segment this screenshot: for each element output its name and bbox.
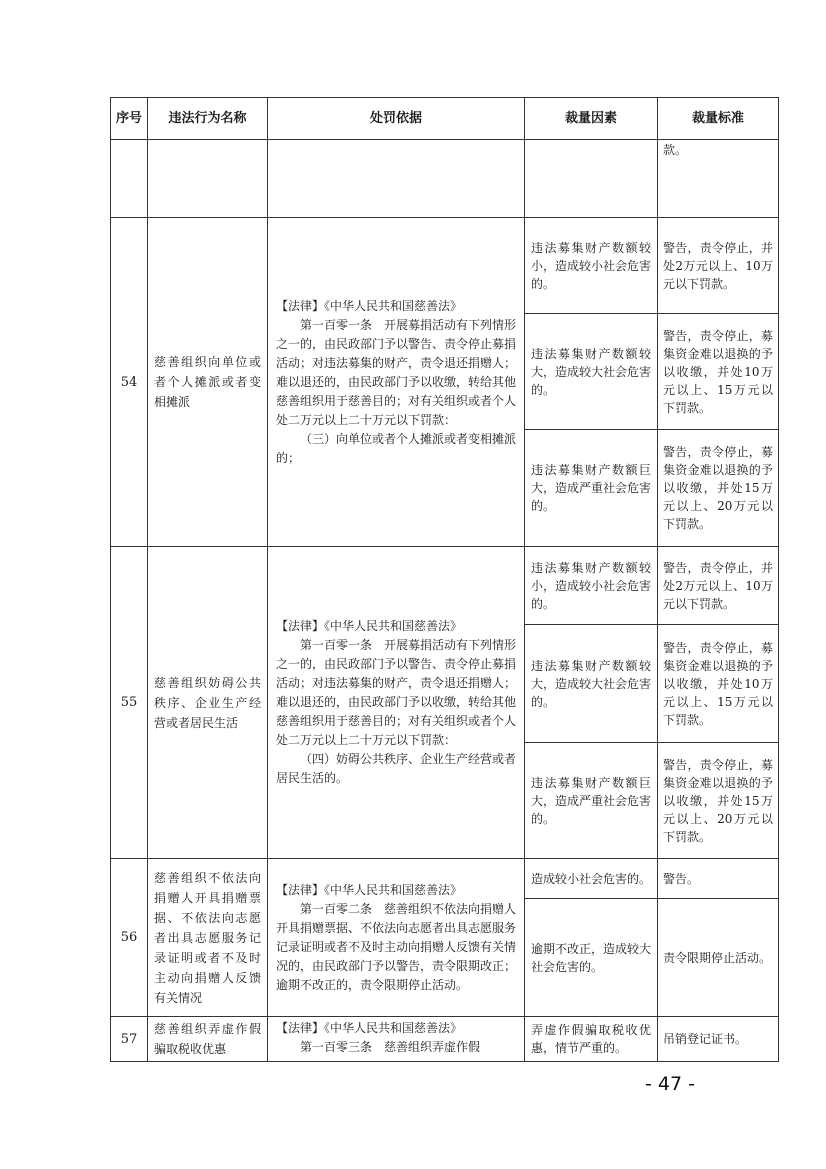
header-standard: 裁量标准 (658, 98, 779, 140)
violation-name: 慈善组织弄虚作假骗取税收优惠 (148, 1017, 268, 1062)
cell-no (111, 140, 148, 218)
discretion-standard: 警告，责令停止，募集资金难以退换的予以收缴，并处15万元以上、20万元以下罚款。 (658, 743, 779, 859)
table-row (111, 547, 779, 625)
discretion-standard: 警告，责令停止，募集资金难以退换的予以收缴，并处15万元以上、20万元以下罚款。 (658, 430, 779, 547)
header-no: 序号 (111, 98, 148, 140)
cell-standard: 款。 (658, 140, 779, 218)
row-number: 57 (111, 1017, 148, 1062)
basis-law: 【法律】《中华人民共和国慈善法》 (276, 619, 463, 633)
header-basis: 处罚依据 (268, 98, 525, 140)
discretion-factor: 违法募集财产数额较小，造成较小社会危害的。 (525, 547, 658, 625)
violation-name: 慈善组织不依法向捐赠人开具捐赠票据、不依法向志愿者出具志愿服务记录证明或者不及时主动向捐赠人反馈有关情况 (148, 859, 268, 1017)
discretion-standard: 责令限期停止活动。 (658, 899, 779, 1017)
discretion-standard: 警告，责令停止，募集资金难以退换的予以收缴，并处10万元以上、15万元以下罚款。 (658, 625, 779, 743)
row-number: 54 (111, 218, 148, 547)
discretion-factor: 违法募集财产数额巨大，造成严重社会危害的。 (525, 430, 658, 547)
discretion-standard: 警告。 (658, 859, 779, 899)
basis-article: 第一百零三条 慈善组织弄虚作假 (300, 1040, 481, 1054)
table-row (111, 1017, 779, 1062)
continuation-row (111, 140, 779, 218)
discretion-factor: 违法募集财产数额较大，造成较大社会危害的。 (525, 314, 658, 430)
discretion-factor: 弄虚作假骗取税收优惠，情节严重的。 (525, 1017, 658, 1062)
basis-item: （三）向单位或者个人摊派或者变相摊派的； (276, 431, 517, 465)
basis-law: 【法律】《中华人民共和国慈善法》 (276, 298, 463, 313)
discretion-factor: 逾期不改正，造成较大社会危害的。 (525, 899, 658, 1017)
discretion-standard: 警告，责令停止，并处2万元以上、10万元以下罚款。 (658, 218, 779, 314)
basis-article: 第一百零二条 慈善组织不依法向捐赠人开具捐赠票据、不依法向志愿者出具志愿服务记录证明或者不及时主动向捐赠人反馈有关情况的，由民政部门予以警告，责令限期改正；逾期不改正的，责令限期停止活动。 (276, 901, 517, 992)
penalty-basis (268, 547, 525, 859)
page-number: - 47 - (645, 1073, 695, 1095)
discretion-factor: 违法募集财产数额较大，造成较大社会危害的。 (525, 625, 658, 743)
header-row (111, 98, 779, 140)
discretion-standard: 警告，责令停止，并处2万元以上、10万元以下罚款。 (658, 547, 779, 625)
discretion-factor: 造成较小社会危害的。 (525, 859, 658, 899)
table-row (111, 218, 779, 314)
basis-item: （四）妨碍公共秩序、企业生产经营或者居民生活的。 (276, 752, 517, 785)
row-number: 55 (111, 547, 148, 859)
violation-name: 慈善组织妨碍公共秩序、企业生产经营或者居民生活 (148, 547, 268, 859)
cell-basis (268, 140, 525, 218)
penalty-basis (268, 859, 525, 1017)
penalty-basis (268, 1017, 525, 1062)
violation-name: 慈善组织向单位或者个人摊派或者变相摊派 (148, 218, 268, 547)
penalty-basis (268, 218, 525, 547)
cell-factor (525, 140, 658, 218)
discretion-factor: 违法募集财产数额巨大，造成严重社会危害的。 (525, 743, 658, 859)
discretion-standard: 警告，责令停止，募集资金难以退换的予以收缴，并处10万元以上、15万元以下罚款。 (658, 314, 779, 430)
basis-law: 【法律】《中华人民共和国慈善法》 (276, 882, 463, 897)
penalty-table (110, 97, 779, 1062)
row-number: 56 (111, 859, 148, 1017)
cell-name (148, 140, 268, 218)
basis-article: 第一百零一条 开展募捐活动有下列情形之一的，由民政部门予以警告、责令停止募捐活动；对违法募集的财产，责令退还捐赠人；难以退还的，由民政部门予以收缴，转给其他慈善组织用于慈善目的；对有关组织或者个人处二万元以上二十万元以下罚款： (276, 317, 517, 427)
header-factor: 裁量因素 (525, 98, 658, 140)
basis-law: 【法律】《中华人民共和国慈善法》 (276, 1021, 463, 1035)
table-row (111, 859, 779, 899)
discretion-standard: 吊销登记证书。 (658, 1017, 779, 1062)
header-name: 违法行为名称 (148, 98, 268, 140)
basis-article: 第一百零一条 开展募捐活动有下列情形之一的，由民政部门予以警告、责令停止募捐活动；对违法募集的财产，责令退还捐赠人；难以退还的，由民政部门予以收缴，转给其他慈善组织用于慈善目的；对有关组织或者个人处二万元以上二十万元以下罚款： (276, 638, 517, 747)
discretion-factor: 违法募集财产数额较小，造成较小社会危害的。 (525, 218, 658, 314)
